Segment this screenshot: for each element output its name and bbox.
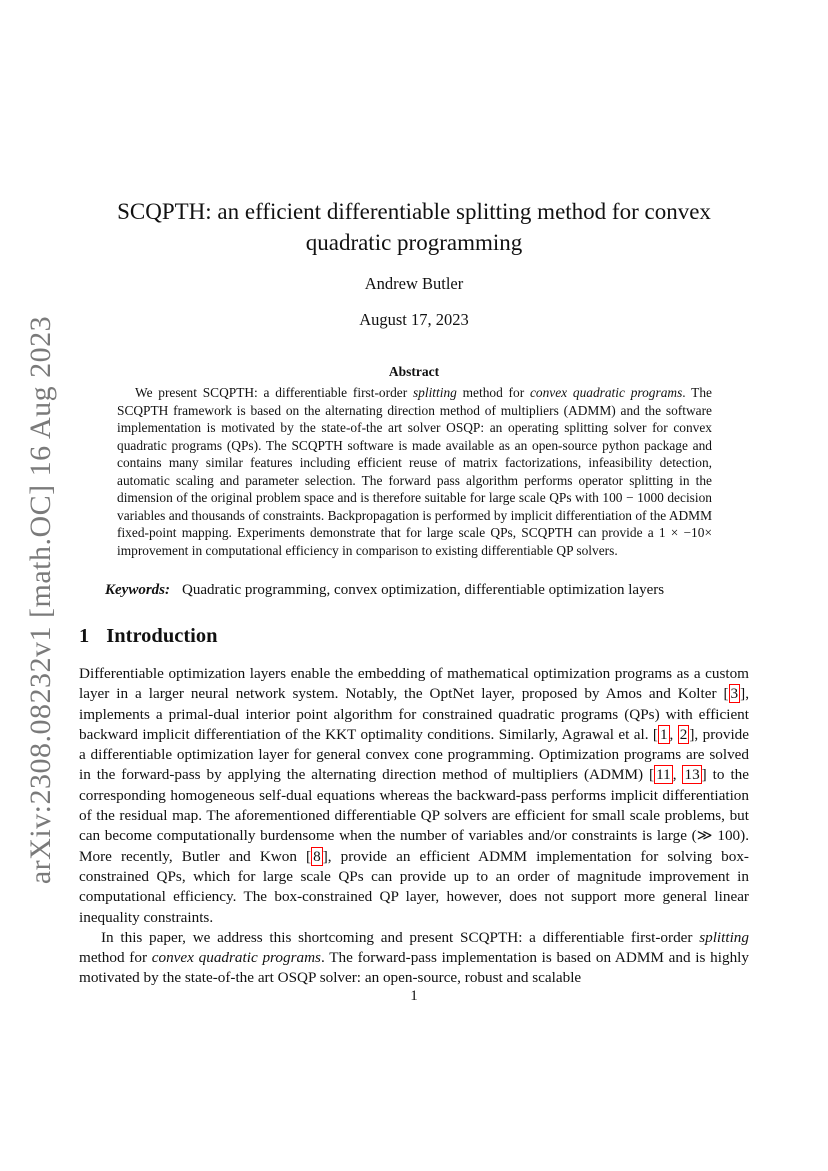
intro-paragraph-1: Differentiable optimization layers enable the embedding of mathematical optimization programs as a custom layer in a larger neural network system. Notably, the OptNet layer, proposed by Amos and Kolter [ 3 ], implements a primal-dual interior point algorithm for constrained quadratic programs (QPs) with efficient backward implicit differentiation of the KKT optimality conditions. Similarly, Agrawal et al. [ 1 , 2 ], provide a differentiable optimization layer for general convex cone programming. Optimization programs are solved in the forward-pass by applying the alternating direction method of multipliers (ADMM) [ 11 , 13 ] to the corresponding homogeneous self-dual equations whereas the backward-pass performs implicit differentiation of the residual map. The aforementioned differentiable QP solvers are efficient for small scale problems, but can become computationally burdensome when the number of variables and/or constraints is large (≫ 100). More recently, Butler and Kwon [ 8 ], provide an efficient ADMM implementation for solving box-constrained QPs, which for large scale QPs can provide up to an order of magnitude improvement in computational efficiency. The box-constrained QP layer, however, does not support more general linear inequality constraints. [79,665,749,926]
keywords-text: Quadratic programming, convex optimization, differentiable optimization layers [182,582,665,598]
intro-text: . The forward-pass implementation is based on ADMM and is highly motivated by the state-of-the art OSQP solver: an open-source, robust and scalable [79,949,749,987]
intro-term-splitting: splitting [699,928,749,946]
abstract-term-splitting: splitting [412,385,457,400]
abstract-text-b: method for [456,385,530,400]
keywords-label: Keywords: [105,582,170,598]
intro-text: , [672,766,683,784]
abstract-term-convex-qp: convex quadratic programs [529,385,683,400]
intro-text: , provide an efficient ADMM implementation for solving box-constrained QPs, which for large scale QPs can provide up to an order of magnitude improvement in computational efficiency. The box-constrained QP layer, however, does not support more general linear inequality constraints. [79,847,749,926]
intro-paragraph-2 [79,928,749,989]
citation-link[interactable]: 1 [659,725,668,743]
paper-title [79,196,749,258]
section-title: Introduction [106,625,218,647]
citation-link[interactable]: 8 [313,847,321,865]
citation-link[interactable]: 2 [679,725,688,743]
citation-link[interactable]: 13 [684,766,700,784]
intro-text: , [669,725,678,743]
intro-text: Differentiable optimization layers enable the embedding of mathematical optimization programs as a custom layer in a larger neural network system. Notably, the OptNet layer, proposed by Amos and Kolter [79,665,749,703]
intro-text: ], provide a differentiable optimization layer for general convex cone programming. Optimization programs are solved in the forward-pass by applying the alternating direction method of multipliers (ADMM) [ [79,725,749,784]
abstract-body [117,384,712,559]
page-number: 1 [410,988,418,1004]
intro-term-convex-qp: convex quadratic programs [151,949,321,967]
citation-link[interactable]: 3 [730,685,739,703]
section-heading-introduction [79,625,218,648]
intro-text: ] to the corresponding homogeneous self-dual equations whereas the backward-pass performs implicit differentiation of the residual map. The aforementioned differentiable QP solvers are efficient for small scale problems, but can become computationally burdensome when the number of variables and/or constraints is large (≫ 100). More recently, Butler and Kwon [79,766,749,865]
section-number: 1 [79,625,90,647]
introduction-body [79,664,749,989]
title-line-1: SCQPTH: an efficient differentiable splitting method for convex [117,199,711,224]
title-line-2: quadratic programming [305,230,523,255]
intro-text: method for [79,949,152,967]
intro-text: In this paper, we address this shortcoming and present SCQPTH: a differentiable first-order [101,928,700,946]
author-name: Andrew Butler [364,274,464,293]
paper-page [79,0,749,1171]
keywords-line [105,582,755,599]
intro-text: , implements a primal-dual interior point algorithm for constrained quadratic programs (QPs) with efficient backward implicit differentiation of the KKT optimality conditions. Similarly, Agrawal et al. [ [79,685,749,743]
arxiv-identifier-text: arXiv:2308.08232v1 [math.OC] 16 Aug 2023 [24,315,58,885]
arxiv-identifier-stamp [13,315,69,885]
abstract-text-a: We present SCQPTH: a differentiable first-order [135,385,413,400]
publication-date: August 17, 2023 [359,310,469,329]
abstract-text-c: . The SCQPTH framework is based on the alternating direction method of multipliers (ADMM) and the software implementation is motivated by the state-of-the art solver OSQP: an operating splitting solver for convex quadratic programs (QPs). The SCQPTH software is made available as an open-source python package and contains many similar features including efficient reuse of matrix factorizations, infeasibility detection, automatic scaling and parameter selection. The forward pass algorithm performs operator splitting in the dimension of the original problem space and is therefore suitable for large scale QPs with 100 − 1000 decision variables and thousands of constraints. Backpropagation is performed by implicit differentiation of the ADMM fixed-point mapping. Experiments demonstrate that for large scale QPs, SCQPTH can provide a 1 × −10× improvement in computational efficiency in comparison to existing differentiable QP solvers. [117,385,712,558]
abstract-heading: Abstract [388,364,440,379]
citation-link[interactable]: 11 [656,766,671,784]
